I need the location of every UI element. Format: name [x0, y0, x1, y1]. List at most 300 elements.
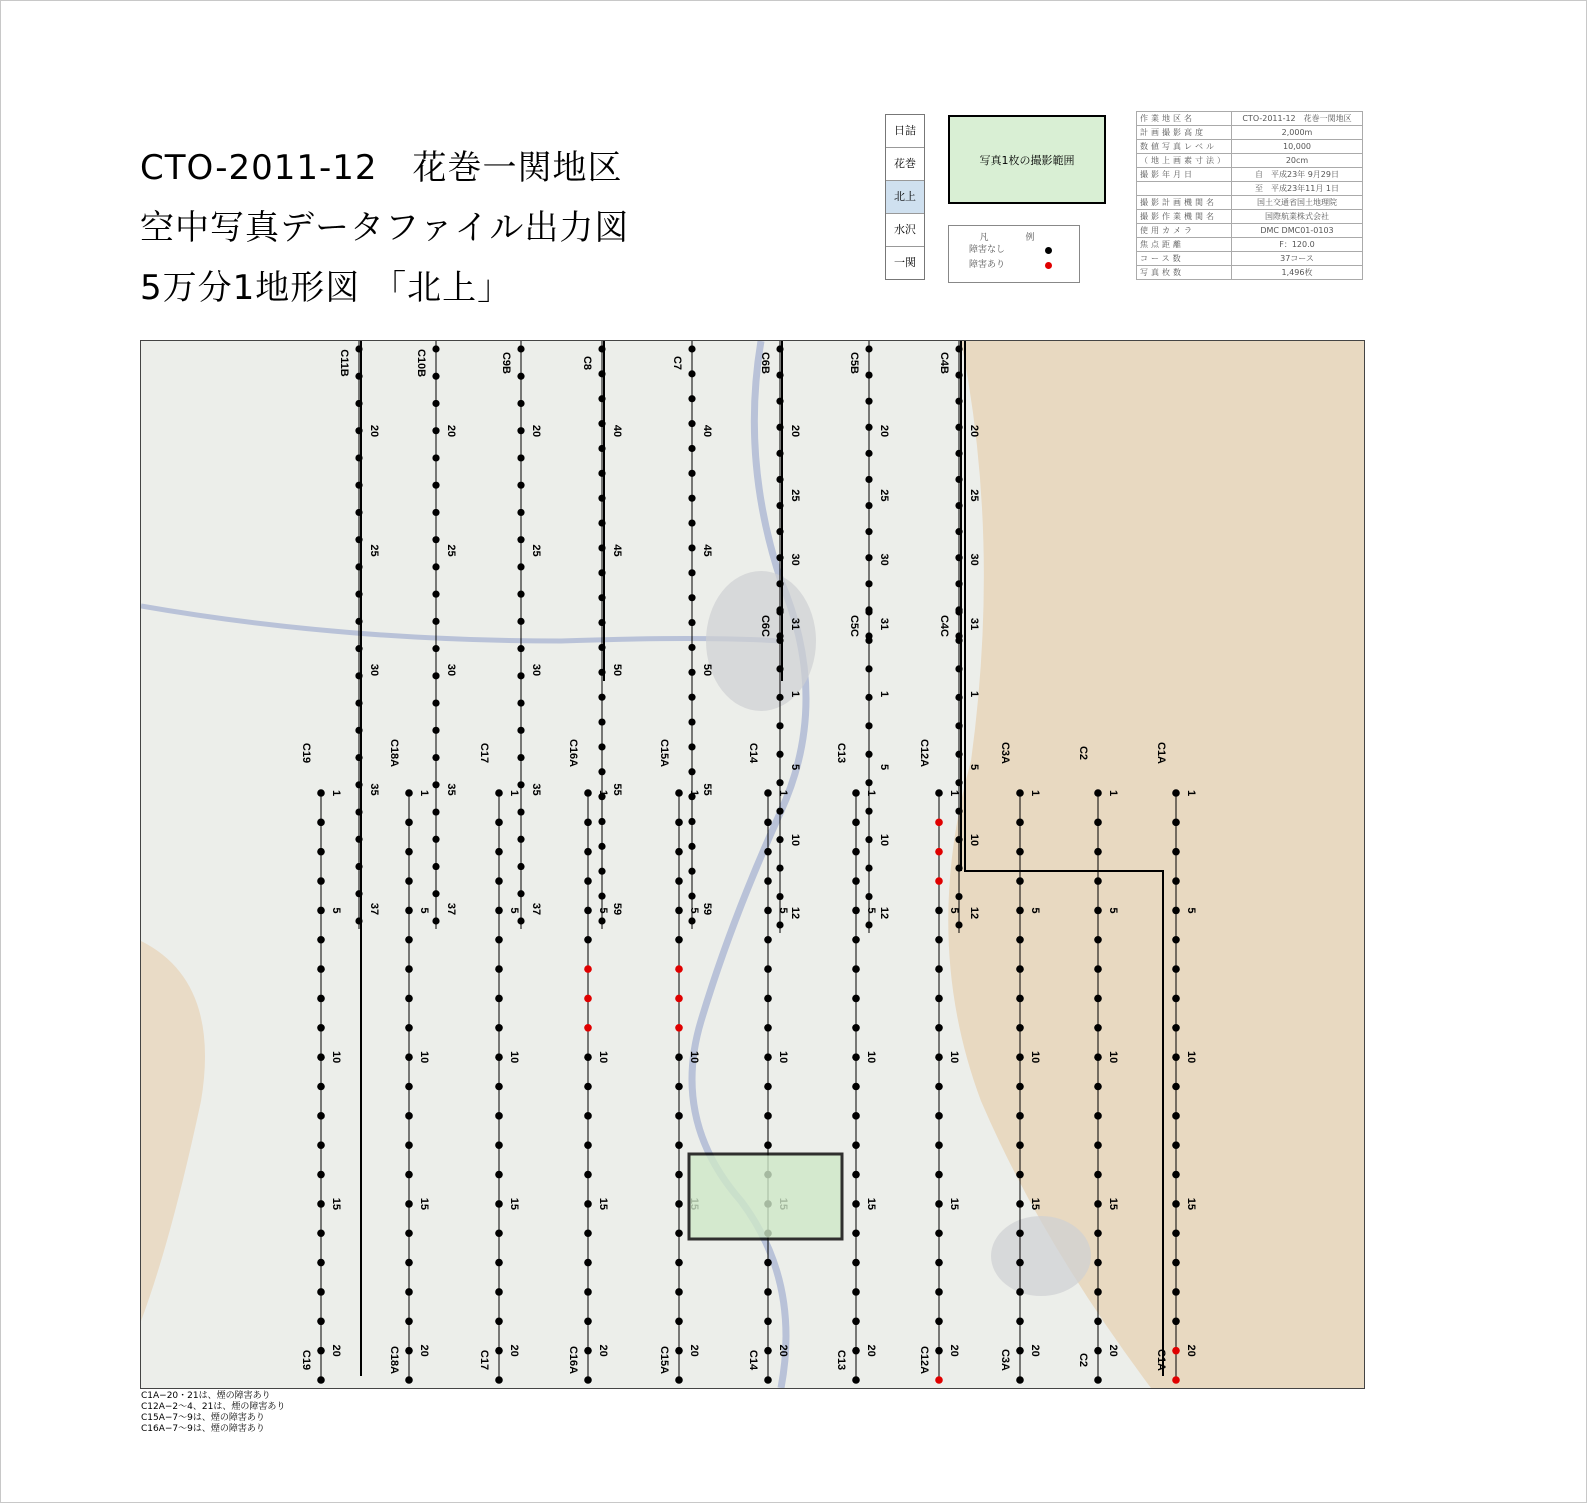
- photo-dot: [1016, 995, 1024, 1003]
- photo-dot: [1172, 907, 1180, 915]
- photo-number-label: 15: [1107, 1197, 1119, 1211]
- photo-dot: [584, 1053, 592, 1061]
- course-label: C6C: [759, 614, 771, 638]
- photo-dot: [852, 789, 860, 797]
- map-area: [140, 340, 1365, 1389]
- photo-dot: [598, 370, 605, 377]
- course-label: C1A: [1155, 741, 1167, 765]
- photo-dot: [495, 1141, 503, 1149]
- info-value: 37コース: [1232, 252, 1363, 266]
- photo-dot: [675, 877, 683, 885]
- photo-dot: [852, 1053, 860, 1061]
- photo-dot: [317, 1171, 325, 1179]
- photo-dot: [584, 1229, 592, 1237]
- photo-dot: [865, 371, 872, 378]
- photo-dot: [584, 907, 592, 915]
- photo-dot: [1016, 1171, 1024, 1179]
- photo-dot: [405, 1376, 413, 1384]
- photo-dot: [495, 1259, 503, 1267]
- photo-dot: [1094, 877, 1102, 885]
- course-label: C16A: [567, 1345, 579, 1375]
- note-line: C12A−2〜4、21は、煙の障害あり: [141, 1402, 286, 1412]
- photo-dot: [935, 1200, 943, 1208]
- photo-number-label: 1: [865, 789, 877, 797]
- photo-dot: [355, 754, 362, 761]
- photo-dot: [852, 1024, 860, 1032]
- photo-number-label: 30: [368, 663, 380, 677]
- info-value: 10,000: [1232, 140, 1363, 154]
- red-dot-icon: [1045, 262, 1052, 269]
- photo-number-label: 1: [1107, 789, 1119, 797]
- photo-dot: [764, 819, 772, 827]
- photo-dot: [764, 1259, 772, 1267]
- photo-number-label: 1: [1029, 789, 1041, 797]
- photo-dot: [935, 1259, 943, 1267]
- photo-dot: [776, 450, 783, 457]
- photo-dot: [865, 450, 872, 457]
- photo-number-label: 40: [611, 424, 623, 438]
- course-label: C9B: [500, 351, 512, 375]
- photo-dot: [935, 1141, 943, 1149]
- photo-number-label: 20: [508, 1344, 520, 1357]
- photo-dot: [764, 1024, 772, 1032]
- photo-dot: [935, 1288, 943, 1296]
- photo-dot: [688, 818, 695, 825]
- photo-dot: [688, 843, 695, 850]
- info-key: （地上画素寸法）: [1137, 154, 1232, 168]
- photo-dot: [675, 1141, 683, 1149]
- photo-dot: [764, 1141, 772, 1149]
- info-value: 自 平成23年 9月29日: [1232, 168, 1363, 182]
- photo-dot: [764, 848, 772, 856]
- photo-dot: [517, 591, 524, 598]
- photo-number-label: 1: [508, 789, 520, 797]
- photo-dot: [584, 1112, 592, 1120]
- photo-dot: [935, 877, 943, 885]
- photo-dot: [405, 1288, 413, 1296]
- photo-dot: [1172, 1171, 1180, 1179]
- photo-dot: [776, 371, 783, 378]
- photo-dot: [598, 644, 605, 651]
- info-value: CTO-2011-12 花巻一関地区: [1232, 112, 1363, 126]
- photo-number-label: 10: [789, 833, 801, 847]
- sheet-hizume[interactable]: 日詰: [886, 115, 924, 148]
- photo-dot: [764, 1318, 772, 1326]
- photo-dot: [598, 768, 605, 775]
- photo-dot: [852, 965, 860, 973]
- photo-dot: [1172, 936, 1180, 944]
- photo-number-label: 20: [789, 424, 801, 438]
- photo-dot: [432, 808, 439, 815]
- photo-dot: [598, 917, 605, 924]
- photo-number-label: 30: [968, 553, 980, 566]
- photo-dot: [865, 502, 872, 509]
- photo-dot: [317, 1200, 325, 1208]
- photo-dot: [1172, 1288, 1180, 1296]
- photo-dot: [852, 1141, 860, 1149]
- photo-dot: [688, 370, 695, 377]
- photo-number-label: 15: [948, 1197, 960, 1211]
- photo-dot: [432, 863, 439, 870]
- photo-dot: [355, 400, 362, 407]
- photo-dot: [1094, 965, 1102, 973]
- photo-number-label: 20: [1185, 1344, 1197, 1357]
- photo-dot: [355, 427, 362, 434]
- photo-dot: [675, 848, 683, 856]
- photo-dot: [317, 789, 325, 797]
- photo-number-label: 5: [688, 907, 700, 914]
- photo-dot: [865, 398, 872, 405]
- course-label: C11B: [338, 349, 350, 377]
- info-row: [1137, 140, 1363, 154]
- course-label: C15A: [658, 1345, 670, 1375]
- photo-dot: [955, 665, 962, 672]
- info-value: DMC DMC01-0103: [1232, 224, 1363, 238]
- photo-dot: [598, 718, 605, 725]
- photo-dot: [1172, 819, 1180, 827]
- course-label: C14: [747, 1349, 759, 1371]
- photo-dot: [1172, 1229, 1180, 1237]
- photo-dot: [355, 672, 362, 679]
- photo-number-label: 5: [948, 907, 960, 914]
- photo-dot: [1172, 1112, 1180, 1120]
- photo-dot: [355, 727, 362, 734]
- photo-dot: [675, 1053, 683, 1061]
- course-label: C15A: [658, 738, 670, 768]
- photo-dot: [405, 1200, 413, 1208]
- photo-dot: [405, 1229, 413, 1237]
- info-row: [1137, 210, 1363, 224]
- photo-dot: [598, 669, 605, 676]
- sheet-kitakami[interactable]: 北上: [886, 181, 924, 214]
- legend: [948, 225, 1080, 283]
- photo-dot: [584, 1141, 592, 1149]
- photo-dot: [584, 789, 592, 797]
- photo-number-label: 5: [1107, 907, 1119, 914]
- photo-dot: [776, 694, 783, 701]
- photo-dot: [1172, 995, 1180, 1003]
- photo-number-label: 12: [968, 906, 980, 920]
- photo-dot: [317, 1229, 325, 1237]
- photo-number-label: 37: [530, 902, 542, 916]
- photo-dot: [432, 781, 439, 788]
- photo-dot: [955, 893, 962, 900]
- photo-number-label: 10: [508, 1051, 520, 1064]
- info-row: [1137, 126, 1363, 140]
- photo-number-label: 20: [368, 424, 380, 438]
- photo-number-label: 59: [611, 902, 623, 916]
- photo-dot: [355, 890, 362, 897]
- photo-dot: [432, 699, 439, 706]
- photo-dot: [1172, 965, 1180, 973]
- photo-dot: [495, 819, 503, 827]
- photo-dot: [776, 345, 783, 352]
- photo-number-label: 30: [445, 663, 457, 677]
- photo-dot: [1094, 819, 1102, 827]
- photo-dot: [764, 1347, 772, 1355]
- photo-dot: [764, 936, 772, 944]
- photo-dot: [955, 371, 962, 378]
- note-line: C16A−7〜9は、煙の障害あり: [141, 1424, 265, 1434]
- photo-dot: [405, 965, 413, 973]
- photo-dot: [584, 1171, 592, 1179]
- photo-dot: [935, 1229, 943, 1237]
- photo-number-label: 20: [968, 424, 980, 438]
- photo-dot: [935, 995, 943, 1003]
- photo-dot: [584, 1288, 592, 1296]
- photo-dot: [1094, 1053, 1102, 1061]
- photo-dot: [935, 1053, 943, 1061]
- photo-dot: [317, 995, 325, 1003]
- photo-dot: [317, 1376, 325, 1384]
- photo-dot: [1094, 1171, 1102, 1179]
- photo-dot: [675, 1171, 683, 1179]
- photo-dot: [852, 819, 860, 827]
- photo-dot: [764, 965, 772, 973]
- photo-dot: [688, 743, 695, 750]
- photo-dot: [495, 1053, 503, 1061]
- course-label: C3A: [999, 1348, 1011, 1372]
- photo-dot: [764, 1112, 772, 1120]
- photo-number-label: 5: [1185, 907, 1197, 914]
- photo-dot: [598, 395, 605, 402]
- photo-number-label: 10: [1029, 1051, 1041, 1064]
- photo-number-label: 15: [865, 1197, 877, 1211]
- photo-number-label: 30: [789, 553, 801, 566]
- photo-dot: [405, 1141, 413, 1149]
- photo-dot: [776, 637, 783, 644]
- photo-dot: [598, 345, 605, 352]
- photo-dot: [1016, 819, 1024, 827]
- photo-dot: [584, 1259, 592, 1267]
- photo-dot: [852, 995, 860, 1003]
- photo-dot: [355, 509, 362, 516]
- photo-dot: [1172, 877, 1180, 885]
- photo-dot: [598, 694, 605, 701]
- sheet-hanamaki[interactable]: 花巻: [886, 148, 924, 181]
- photo-dot: [1094, 1347, 1102, 1355]
- photo-dot: [495, 1288, 503, 1296]
- photo-dot: [1094, 1024, 1102, 1032]
- photo-dot: [1094, 1376, 1102, 1384]
- photo-dot: [1172, 1376, 1180, 1384]
- photo-dot: [1016, 907, 1024, 915]
- photo-dot: [598, 868, 605, 875]
- photo-dot: [432, 836, 439, 843]
- photo-dot: [598, 445, 605, 452]
- photo-dot: [675, 1318, 683, 1326]
- photo-dot: [688, 569, 695, 576]
- photo-dot: [495, 1112, 503, 1120]
- info-row: [1137, 252, 1363, 266]
- photo-number-label: 20: [330, 1344, 342, 1357]
- urban-area: [991, 1216, 1091, 1296]
- photo-dot: [852, 848, 860, 856]
- photo-dot: [955, 450, 962, 457]
- photo-dot: [776, 864, 783, 871]
- course-label: C17: [478, 742, 490, 764]
- photo-number-label: 1: [777, 789, 789, 797]
- photo-number-label: 45: [701, 544, 713, 557]
- info-row: [1137, 182, 1363, 196]
- info-row: [1137, 238, 1363, 252]
- photo-number-label: 5: [968, 763, 980, 771]
- photo-dot: [584, 936, 592, 944]
- photo-dot: [852, 1083, 860, 1091]
- info-key: 焦点距離: [1137, 238, 1232, 252]
- photo-dot: [355, 917, 362, 924]
- photo-dot: [1016, 1141, 1024, 1149]
- photo-dot: [598, 420, 605, 427]
- photo-dot: [517, 536, 524, 543]
- photo-number-label: 20: [445, 424, 457, 438]
- info-key: 使用カメラ: [1137, 224, 1232, 238]
- photo-dot: [1172, 1024, 1180, 1032]
- photo-number-label: 10: [777, 1051, 789, 1064]
- photo-dot: [675, 1288, 683, 1296]
- photo-number-label: 10: [330, 1051, 342, 1064]
- photo-dot: [865, 665, 872, 672]
- photo-dot: [865, 554, 872, 561]
- photo-dot: [1172, 1141, 1180, 1149]
- photo-dot: [495, 1347, 503, 1355]
- info-row: [1137, 266, 1363, 280]
- legend-label-obstructed: 障害あり: [969, 260, 1006, 270]
- sheet-mizusawa[interactable]: 水沢: [886, 214, 924, 247]
- photo-dot: [517, 400, 524, 407]
- photo-number-label: 45: [611, 544, 623, 557]
- photo-number-label: 35: [368, 783, 380, 796]
- legend-header: 凡 例: [979, 233, 1049, 243]
- photo-dot: [688, 619, 695, 626]
- photo-dot: [852, 1171, 860, 1179]
- photo-dot: [405, 995, 413, 1003]
- photo-dot: [598, 619, 605, 626]
- photo-dot: [688, 893, 695, 900]
- photo-dot: [776, 921, 783, 928]
- photo-dot: [675, 995, 683, 1003]
- photo-dot: [852, 936, 860, 944]
- course-label: C19: [300, 742, 312, 764]
- photo-number-label: 12: [789, 906, 801, 920]
- photo-dot: [955, 580, 962, 587]
- photo-dot: [1172, 1347, 1180, 1355]
- photo-dot: [355, 781, 362, 788]
- photo-dot: [317, 1259, 325, 1267]
- photo-dot: [865, 722, 872, 729]
- course-label: C7: [671, 355, 683, 371]
- photo-dot: [1094, 907, 1102, 915]
- photo-dot: [317, 1318, 325, 1326]
- photo-dot: [1016, 1112, 1024, 1120]
- course-label: C5C: [848, 614, 860, 638]
- info-row: [1137, 168, 1363, 182]
- photo-dot: [317, 1347, 325, 1355]
- photo-number-label: 31: [789, 617, 801, 631]
- info-key: 撮影年月日: [1137, 168, 1232, 182]
- course-label: C16A: [567, 738, 579, 768]
- photo-number-label: 37: [445, 902, 457, 916]
- photo-dot: [1016, 848, 1024, 856]
- photo-dot: [955, 921, 962, 928]
- photo-number-label: 10: [688, 1051, 700, 1064]
- photo-number-label: 40: [701, 424, 713, 438]
- photo-dot: [935, 789, 943, 797]
- photo-dot: [1094, 789, 1102, 797]
- photo-number-label: 20: [948, 1344, 960, 1357]
- photo-dot: [432, 373, 439, 380]
- course-label: C6B: [759, 351, 771, 375]
- info-key: 計画撮影高度: [1137, 126, 1232, 140]
- photo-dot: [935, 819, 943, 827]
- photo-dot: [495, 848, 503, 856]
- photo-dot: [495, 1229, 503, 1237]
- sheet-ichinoseki[interactable]: 一関: [894, 256, 916, 269]
- photo-dot: [432, 645, 439, 652]
- photo-dot: [517, 563, 524, 570]
- photo-dot: [852, 1376, 860, 1384]
- photo-dot: [935, 1112, 943, 1120]
- photo-dot: [1094, 1229, 1102, 1237]
- photo-dot: [517, 454, 524, 461]
- photo-number-label: 25: [445, 544, 457, 557]
- photo-dot: [1094, 1318, 1102, 1326]
- photo-number-label: 5: [508, 907, 520, 914]
- photo-dot: [584, 819, 592, 827]
- photo-dot: [495, 1083, 503, 1091]
- photo-dot: [598, 594, 605, 601]
- photo-number-label: 1: [789, 690, 801, 698]
- photo-range-label: 写真1枚の撮影範囲: [979, 153, 1075, 167]
- photo-dot: [776, 836, 783, 843]
- photo-dot: [495, 1376, 503, 1384]
- obstruction-notes: [141, 1391, 285, 1435]
- photo-dot: [1016, 1376, 1024, 1384]
- photo-dot: [432, 890, 439, 897]
- photo-number-label: 5: [865, 907, 877, 914]
- photo-dot: [1016, 1200, 1024, 1208]
- flight-info-table: [1136, 111, 1363, 280]
- photo-dot: [955, 836, 962, 843]
- photo-dot: [776, 808, 783, 815]
- photo-dot: [955, 476, 962, 483]
- photo-number-label: 20: [865, 1344, 877, 1357]
- photo-dot: [517, 345, 524, 352]
- photo-number-label: 10: [1107, 1051, 1119, 1064]
- course-label: C3A: [999, 741, 1011, 765]
- photo-number-label: 1: [330, 789, 342, 797]
- photo-dot: [517, 890, 524, 897]
- photo-dot: [432, 400, 439, 407]
- photo-dot: [598, 818, 605, 825]
- photo-dot: [355, 563, 362, 570]
- photo-number-label: 5: [418, 907, 430, 914]
- photo-dot: [517, 699, 524, 706]
- info-row: [1137, 154, 1363, 168]
- course-label: C2: [1077, 1352, 1089, 1368]
- photo-dot: [598, 569, 605, 576]
- photo-number-label: 25: [968, 489, 980, 502]
- photo-dot: [675, 1376, 683, 1384]
- photo-dot: [675, 1259, 683, 1267]
- photo-dot: [317, 877, 325, 885]
- photo-dot: [935, 936, 943, 944]
- photo-dot: [935, 1347, 943, 1355]
- course-label: C12A: [918, 1345, 930, 1375]
- photo-dot: [865, 637, 872, 644]
- photo-dot: [495, 789, 503, 797]
- photo-dot: [955, 608, 962, 615]
